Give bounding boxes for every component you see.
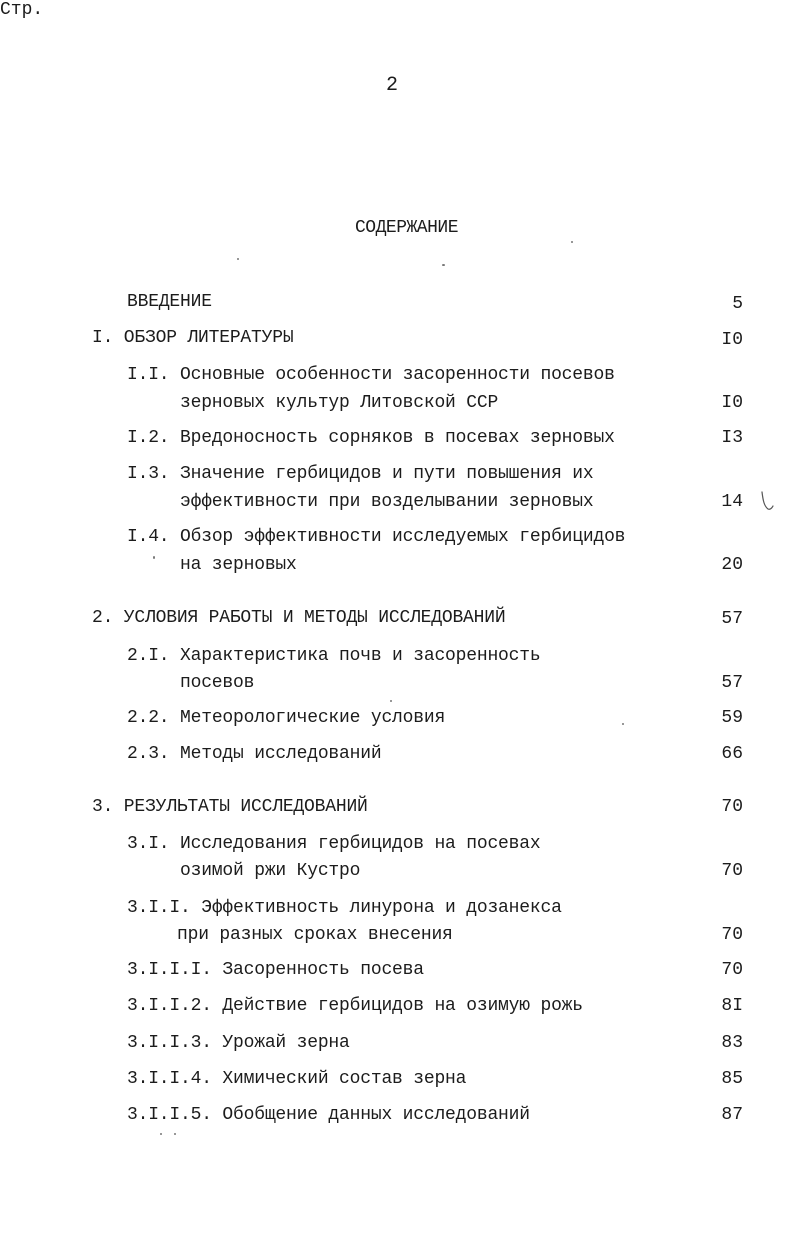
toc-entry-label: 3.I.I.2. Действие гербицидов на озимую рожь xyxy=(127,996,583,1016)
toc-entry-page: 8I xyxy=(721,996,743,1016)
toc-entry-label: ВВЕДЕНИЕ xyxy=(127,292,212,312)
toc-entry-label: 2.I. Характеристика почв и засоренность xyxy=(127,646,541,666)
toc-entry-label-continued: посевов xyxy=(180,673,255,693)
scan-speck xyxy=(571,241,573,243)
toc-entry-label: 3. РЕЗУЛЬТАТЫ ИССЛЕДОВАНИЙ xyxy=(92,797,368,817)
scan-speck xyxy=(153,556,155,559)
toc-entry-page: 70 xyxy=(721,925,743,945)
toc-entry-page: 5 xyxy=(732,294,743,314)
toc-entry-page: I3 xyxy=(721,428,743,448)
toc-entry-label: 3.I.I.5. Обобщение данных исследований xyxy=(127,1105,530,1125)
scan-speck xyxy=(160,1133,162,1135)
scan-speck xyxy=(237,258,239,260)
toc-entry-label: I.3. Значение гербицидов и пути повышения их xyxy=(127,464,594,484)
toc-entry-page: 59 xyxy=(721,708,743,728)
scan-speck xyxy=(174,1133,176,1135)
toc-entry-label-continued: на зерновых xyxy=(180,555,297,575)
toc-entry-label: 3.I. Исследования гербицидов на посевах xyxy=(127,834,541,854)
toc-entry-page: 87 xyxy=(721,1105,743,1125)
toc-entry-label: 3.I.I. Эффективность линурона и дозанекса xyxy=(127,898,562,918)
toc-entry-label: 3.I.I.I. Засоренность посева xyxy=(127,960,424,980)
toc-entry-page: 20 xyxy=(721,555,743,575)
toc-entry-label-continued: при разных сроках внесения xyxy=(177,925,453,945)
toc-entry-label: 2.3. Методы исследований xyxy=(127,744,382,764)
toc-entry-page: 57 xyxy=(721,609,743,629)
toc-entry-label: I.4. Обзор эффективности исследуемых гербицидов xyxy=(127,527,626,547)
scan-speck xyxy=(442,264,445,266)
toc-title: СОДЕРЖАНИЕ xyxy=(355,218,459,238)
toc-entry-page: 66 xyxy=(721,744,743,764)
toc-entry-page: 83 xyxy=(721,1033,743,1053)
toc-entry-label: 3.I.I.4. Химический состав зерна xyxy=(127,1069,467,1089)
scan-speck xyxy=(622,723,624,725)
toc-entry-page: 85 xyxy=(721,1069,743,1089)
toc-entry-label: 2.2. Метеорологические условия xyxy=(127,708,446,728)
pencil-mark-icon xyxy=(760,490,774,512)
toc-entry-page: 70 xyxy=(721,861,743,881)
toc-entry-label-continued: озимой ржи Кустро xyxy=(180,861,361,881)
page-number: 2 xyxy=(386,74,399,97)
toc-entry-page: 14 xyxy=(721,492,743,512)
toc-entry-page: 57 xyxy=(721,673,743,693)
toc-entry-page: I0 xyxy=(721,330,743,350)
toc-entry-page: 70 xyxy=(721,960,743,980)
toc-entry-page: I0 xyxy=(721,393,743,413)
toc-entry-label: I.I. Основные особенности засоренности посевов xyxy=(127,365,615,385)
toc-entry-label-continued: эффективности при возделывании зерновых xyxy=(180,492,594,512)
toc-entry-label: 2. УСЛОВИЯ РАБОТЫ И МЕТОДЫ ИССЛЕДОВАНИЙ xyxy=(92,608,506,628)
page-column-header: Стр. xyxy=(0,0,44,20)
toc-entry-page: 70 xyxy=(721,797,743,817)
toc-entry-label: I. ОБЗОР ЛИТЕРАТУРЫ xyxy=(92,328,294,348)
toc-entry-label: 3.I.I.3. Урожай зерна xyxy=(127,1033,350,1053)
toc-entry-label: I.2. Вредоносность сорняков в посевах зерновых xyxy=(127,428,615,448)
toc-entry-label-continued: зерновых культур Литовской ССР xyxy=(180,393,499,413)
scan-speck xyxy=(390,700,392,702)
